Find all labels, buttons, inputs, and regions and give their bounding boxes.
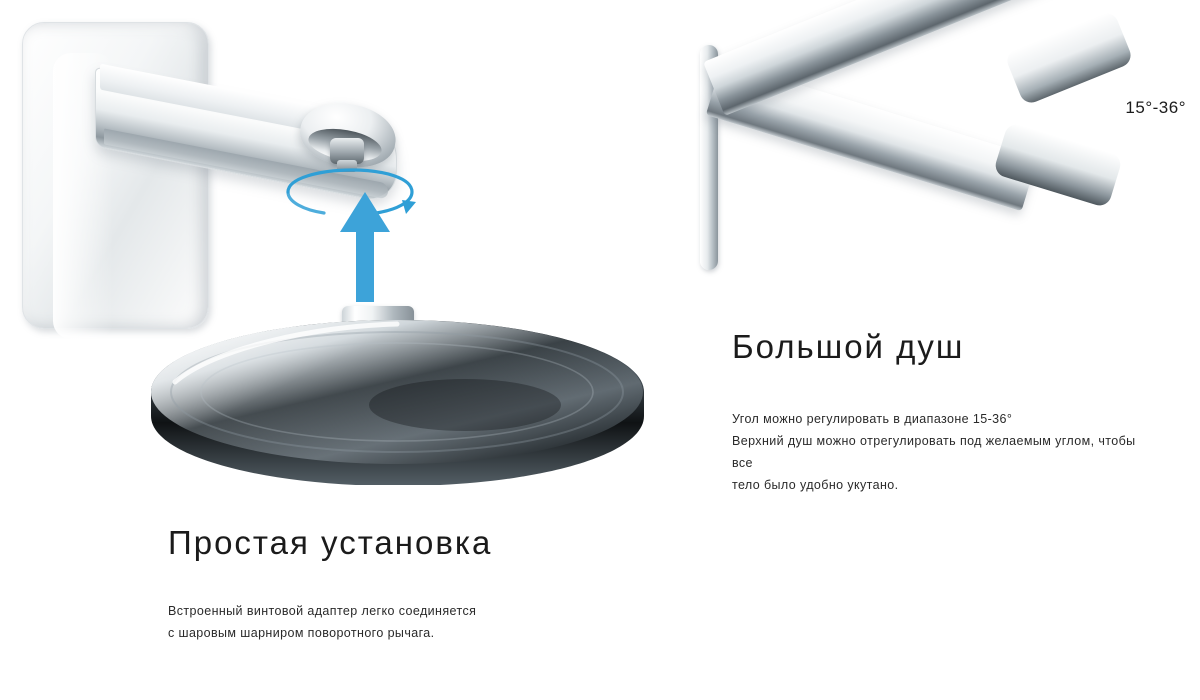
right-body-text — [732, 408, 1152, 496]
right-body-line-1: Угол можно регулировать в диапазоне 15-36° — [732, 412, 1013, 426]
shower-arm-high-angle — [703, 0, 1059, 116]
angle-range-label: 15°-36° — [1125, 98, 1186, 117]
right-body-line-3: тело было удобно укутано. — [732, 478, 899, 492]
up-arrow-icon — [330, 192, 400, 302]
left-body-text — [168, 600, 588, 644]
left-body-line-2: с шаровым шарниром поворотного рычага. — [168, 626, 435, 640]
ball-joint — [330, 138, 364, 164]
right-heading: Большой душ — [732, 328, 965, 365]
right-illustration-panel — [680, 0, 1200, 700]
right-body-line-2: Верхний душ можно отрегулировать под желаемым углом, чтобы все — [732, 434, 1136, 470]
shower-arm-high-angle-head — [1004, 10, 1134, 106]
left-heading: Простая установка — [168, 524, 493, 561]
shower-head-disc — [145, 300, 650, 485]
left-body-line-1: Встроенный винтовой адаптер легко соединяется — [168, 604, 477, 618]
